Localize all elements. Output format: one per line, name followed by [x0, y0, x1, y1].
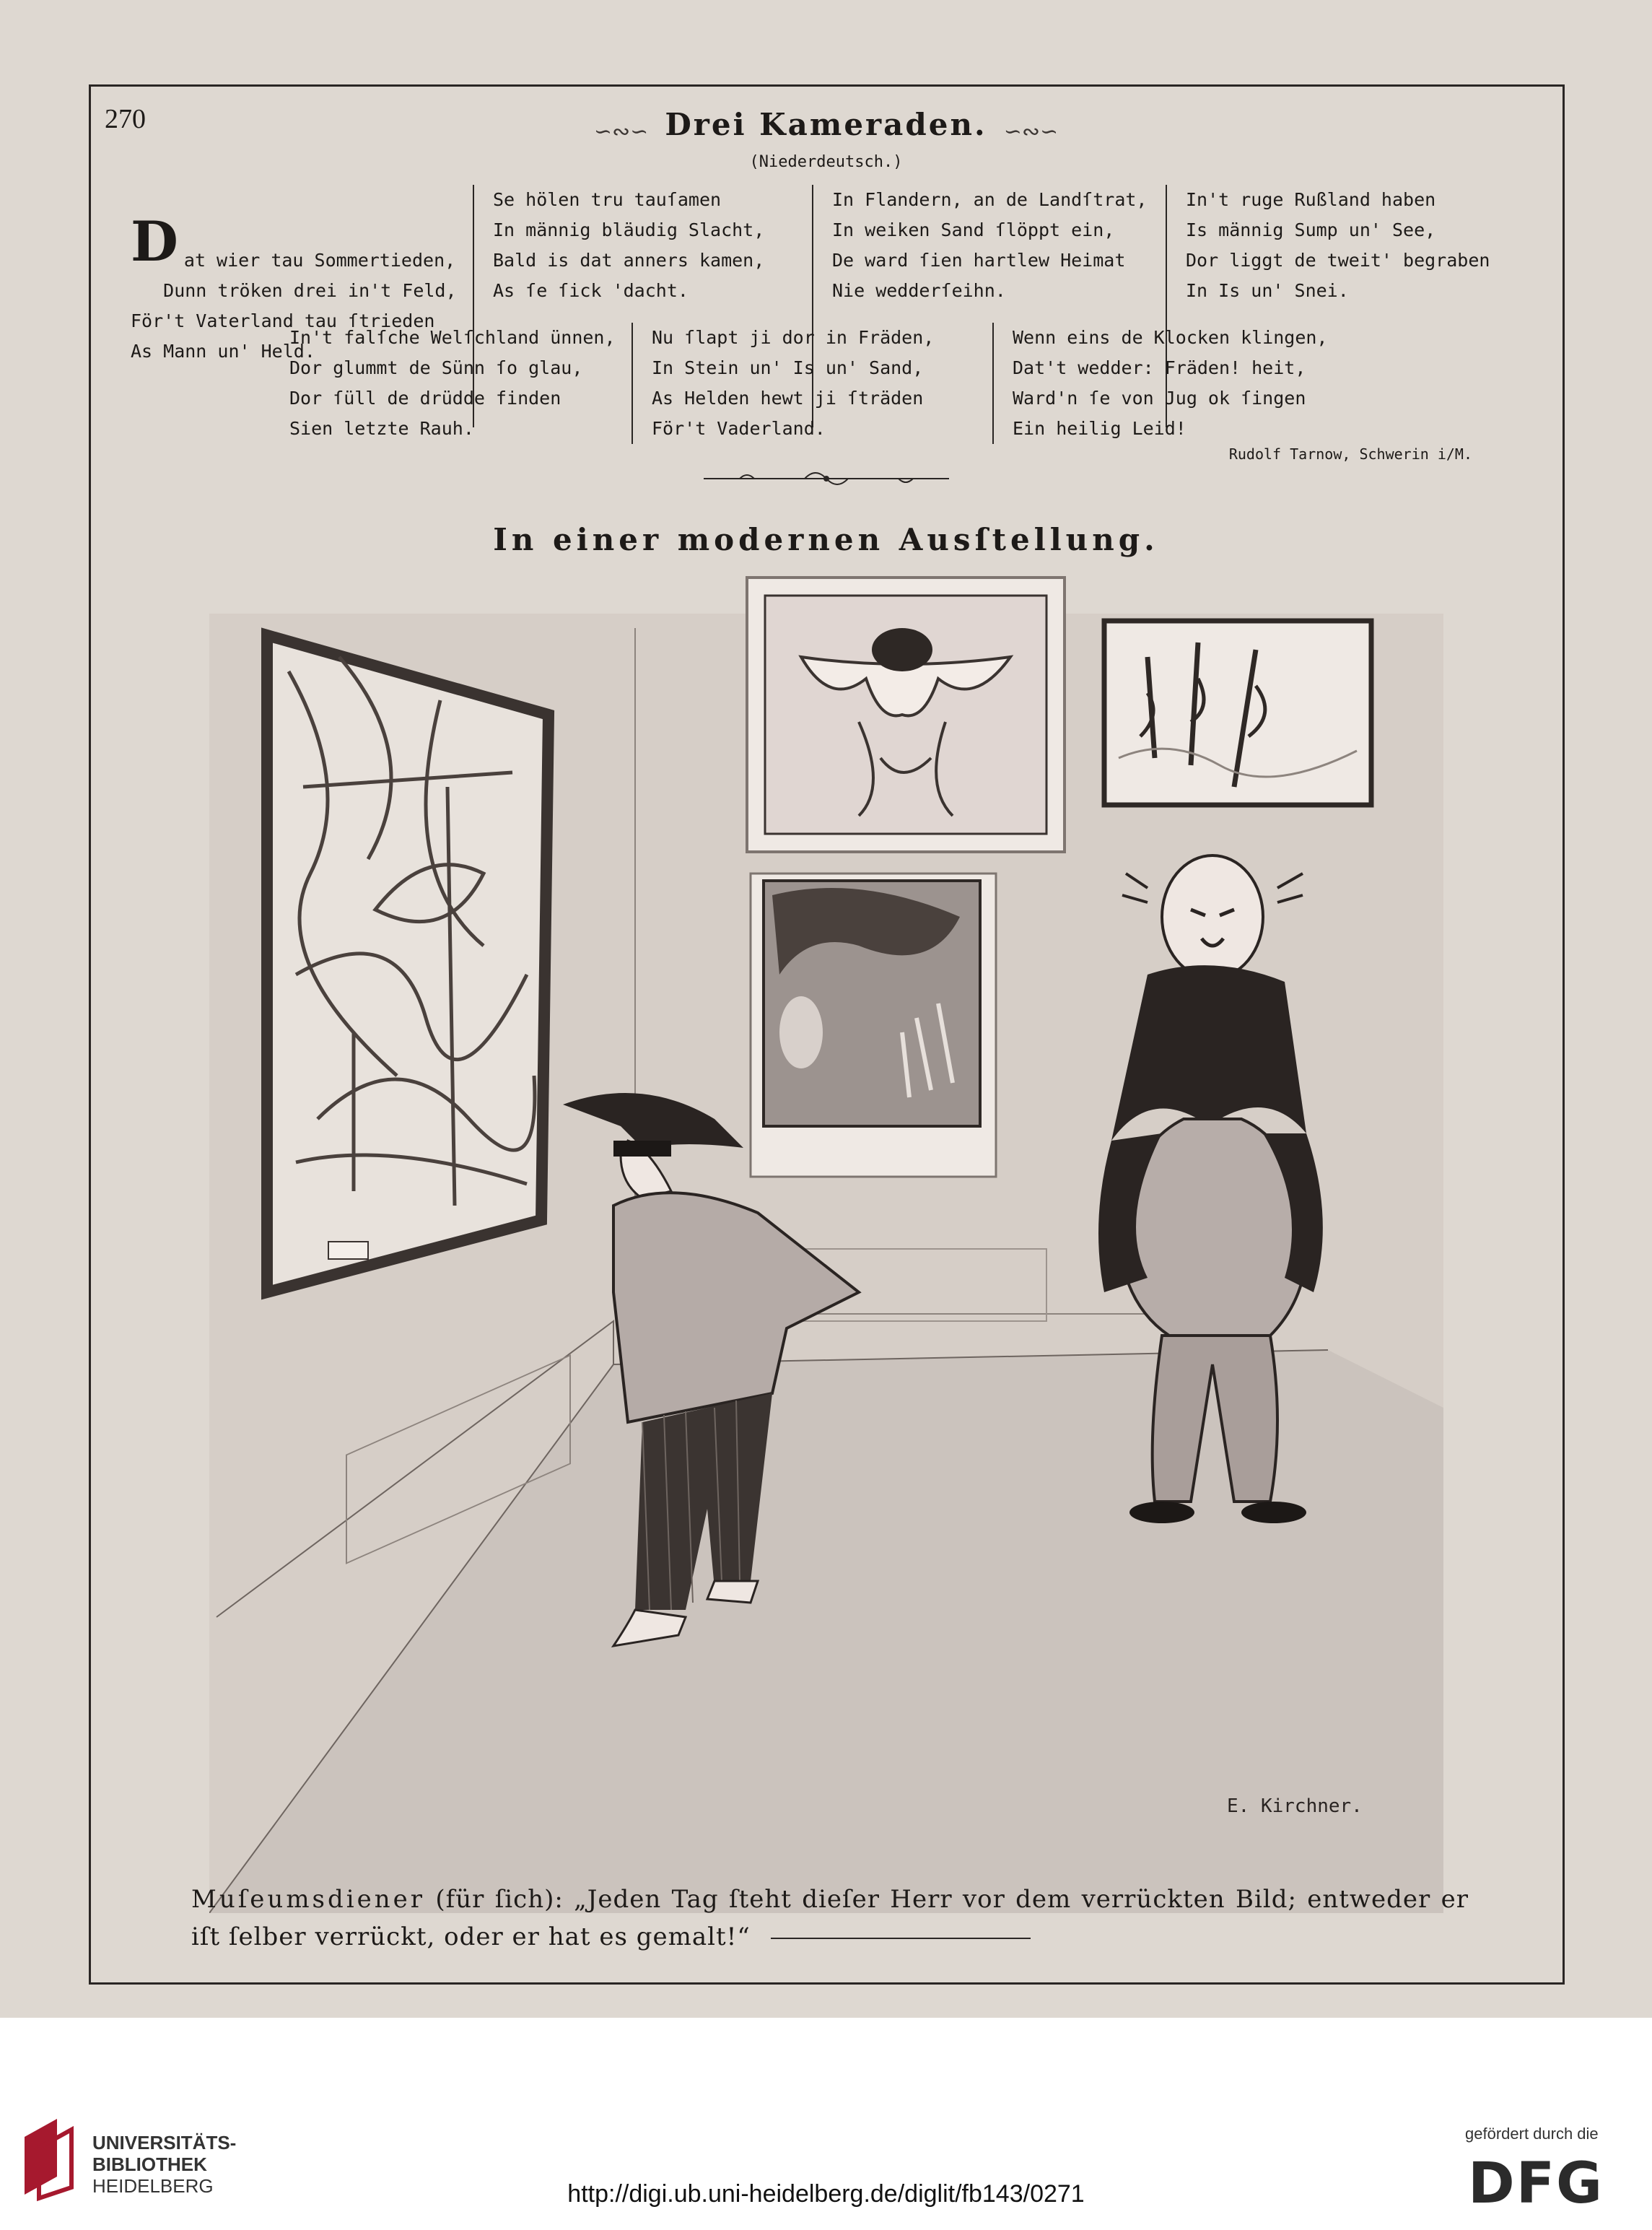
poem-author: Rudolf Tarnow, Schwerin i/M. [1228, 445, 1472, 463]
page-number: 270 [105, 104, 146, 134]
stanza-line: In Stein un' Is un' Sand, [652, 357, 924, 378]
poem-title-block [0, 107, 1652, 144]
permalink-url[interactable]: http://digi.ub.uni-heidelberg.de/diglit/fb143/0271 [567, 2180, 1085, 2208]
stanza-line: Ein heilig Leid! [1013, 418, 1186, 439]
funding-note: gefördert durch die [1465, 2125, 1599, 2143]
painting-plants [1104, 621, 1371, 805]
cartoon-title: In einer modernen Ausſtellung. [493, 522, 1159, 557]
stanza-line: Is männig Sump un' See, [1186, 219, 1436, 240]
stanza-line: Wenn eins de Klocken klingen, [1013, 327, 1328, 348]
stanza-line: In't ruge Rußland haben [1186, 189, 1436, 210]
stanza-line: Dor liggt de tweit' begraben [1186, 250, 1490, 271]
cartoon-caption [191, 1881, 1469, 1956]
cubist-painting [267, 635, 549, 1292]
stanza-line: In Is un' Snei. [1186, 280, 1349, 301]
stanza-6 [631, 323, 992, 444]
stanza-line: Dor ſüll de drüdde finden [289, 388, 561, 409]
drop-cap: D [131, 209, 178, 274]
stanza-line: In Flandern, an de Landſtrat, [832, 189, 1148, 210]
dfg-logo[interactable]: DFG [1468, 2151, 1604, 2216]
stanza-line: In weiken Sand ſlöppt ein, [832, 219, 1115, 240]
stanza-line: Bald is dat anners kamen, [493, 250, 765, 271]
divider-ornament-icon [696, 464, 956, 493]
stanza-line: För't Vaderland. [652, 418, 826, 439]
stanza-line: Ward'n ſe von Jug ok ſingen [1013, 388, 1306, 409]
left-flourish-icon: ∽∾∽ [593, 119, 649, 144]
painting-figure [747, 578, 1065, 852]
library-name-line: HEIDELBERG [92, 2175, 214, 2197]
stanza-line: Nu ſlapt ji dor in Fräden, [652, 327, 935, 348]
stanza-line: As Helden hewt ji ſträden [652, 388, 924, 409]
poem-title: Drei Kameraden. [665, 107, 987, 142]
caption-text: (für ſich): „Jeden Tag ſteht dieſer Herr vor dem verrückten Bild; entweder er iſt ſelber verrückt, oder er hat es gemalt!“ [191, 1885, 1469, 1951]
library-name-line: UNIVERSITÄTS- [92, 2132, 237, 2153]
caption-speaker: Muſeumsdiener [191, 1885, 426, 1914]
painting-expressionist [751, 874, 996, 1177]
digitization-footer [0, 2018, 1652, 2230]
stanza-line: Dat't wedder: Fräden! heit, [1013, 357, 1306, 378]
stanza-line: Dor glummt de Sünn ſo glau, [289, 357, 583, 378]
cartoon-illustration [209, 570, 1443, 1913]
poem-subtitle: (Niederdeutsch.) [749, 153, 903, 171]
stanza-line: As ſe ſick 'dacht. [493, 280, 689, 301]
library-name-line: BIBLIOTHEK [92, 2153, 207, 2175]
artist-signature: E. Kirchner. [1227, 1795, 1363, 1817]
stanza-line: De ward ſien hartlew Heimat [832, 250, 1126, 271]
poem-row-2 [271, 323, 1397, 444]
stanza-line: Sien letzte Rauh. [289, 418, 474, 439]
stanza-line: Se hölen tru tauſamen [493, 189, 722, 210]
stanza-line: As Mann un' Held. [131, 341, 315, 362]
caption-end-rule [771, 1938, 1031, 1939]
stanza-5 [271, 323, 631, 444]
stanza-line: Dunn tröken drei in't Feld, [131, 280, 457, 301]
stanza-line: Nie wedderſeihn. [832, 280, 1006, 301]
stanza-line: För't Vaterland tau ſtrieden [131, 310, 435, 331]
stanza-line: at wier tau Sommertieden, [183, 250, 456, 271]
right-flourish-icon: ∽∾∽ [1003, 119, 1059, 144]
stanza-7 [992, 323, 1397, 444]
stanza-line: In männig bläudig Slacht, [493, 219, 765, 240]
stanza-line: In't falſche Welſchland ünnen, [289, 327, 616, 348]
